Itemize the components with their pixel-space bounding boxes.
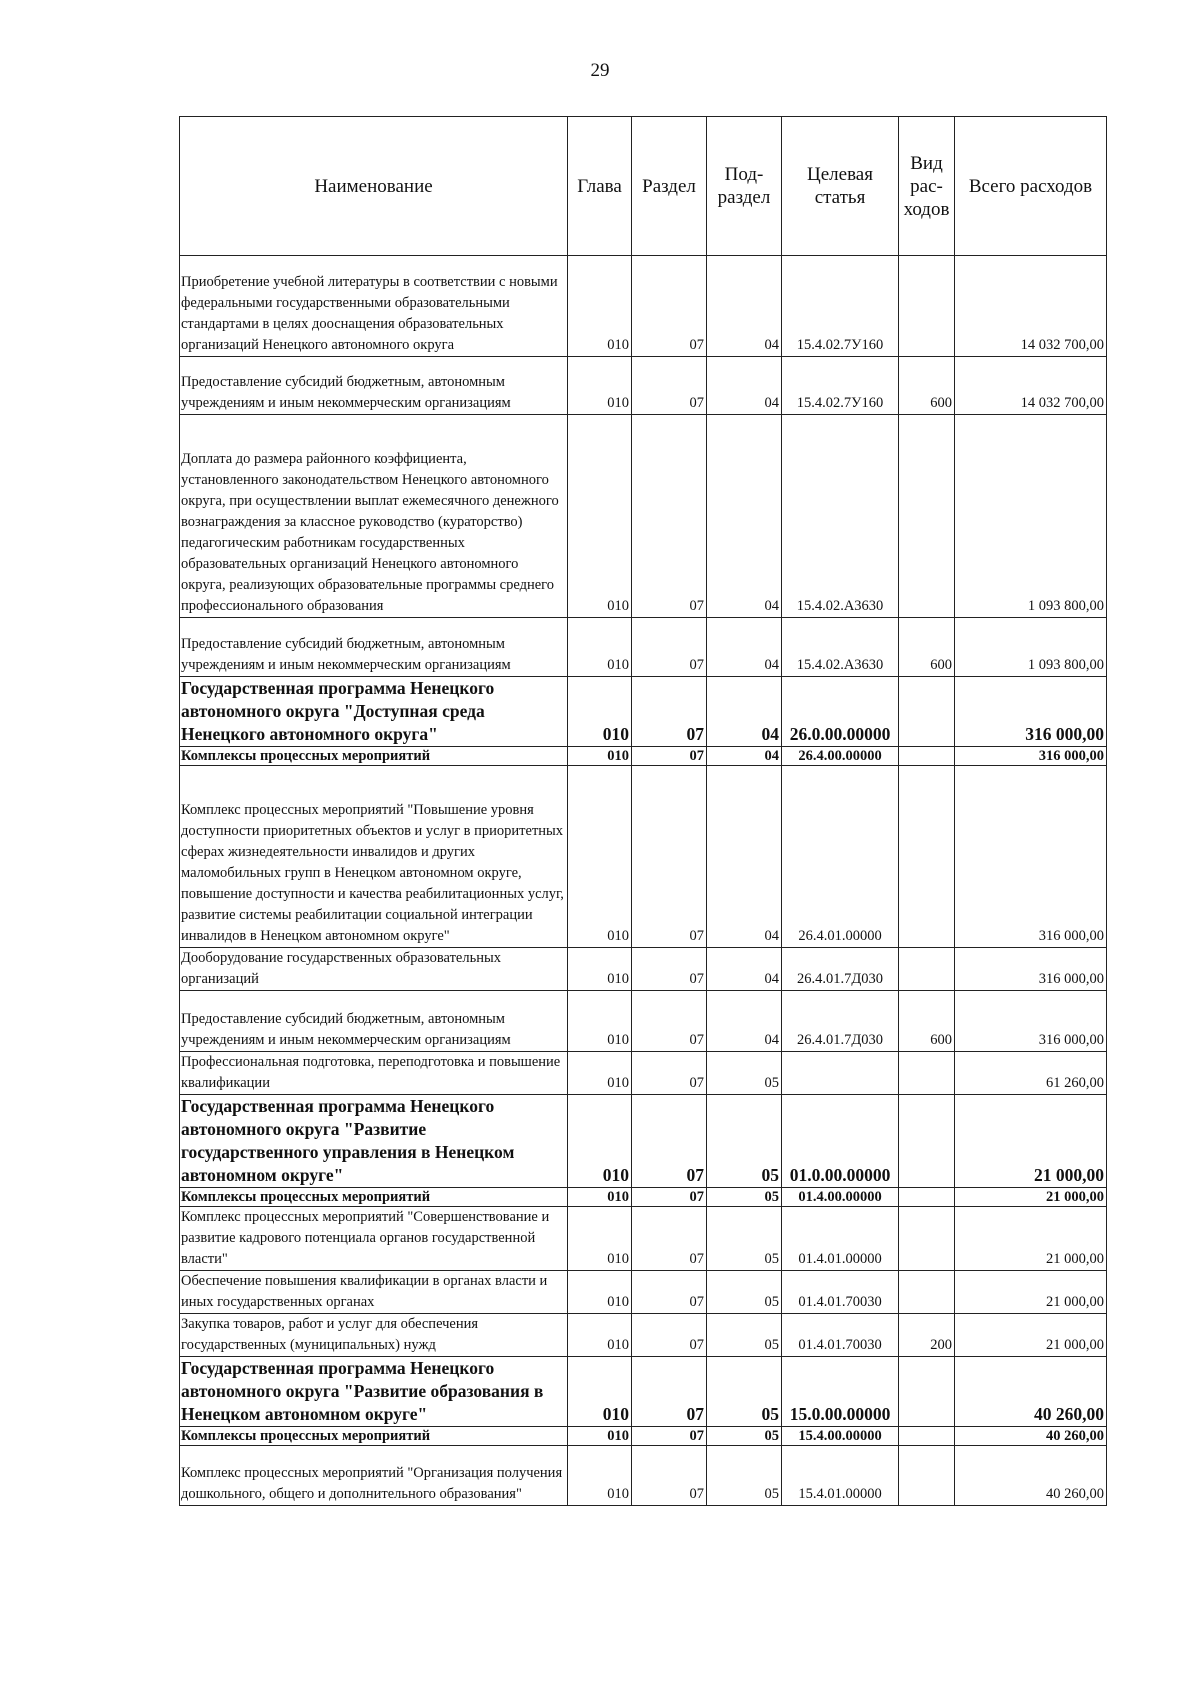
- cell-kind: [899, 256, 955, 357]
- cell-kind: [899, 1427, 955, 1446]
- cell-kind: 600: [899, 618, 955, 677]
- cell-razdel: 07: [632, 1446, 707, 1506]
- cell-razdel: 07: [632, 1052, 707, 1095]
- cell-razdel: 07: [632, 618, 707, 677]
- cell-target: 15.4.02.7У160: [782, 357, 899, 415]
- cell-kind: 600: [899, 357, 955, 415]
- cell-name: Комплекс процессных мероприятий "Повышение уровня доступности приоритетных объектов и услуг в приоритетных сферах жизнедеятельности инвалидов и других маломобильных групп в Ненецком автономном округе, повышение доступности и качества реабилитационных услуг, развитие системы реабилитации социальной интеграции инвалидов в Ненецком автономном округе": [180, 766, 568, 948]
- cell-name: Закупка товаров, работ и услуг для обеспечения государственных (муниципальных) нужд: [180, 1314, 568, 1357]
- cell-podrazdel: 05: [707, 1271, 782, 1314]
- table-header: [180, 117, 1107, 256]
- cell-razdel: 07: [632, 948, 707, 991]
- cell-podrazdel: 05: [707, 1446, 782, 1506]
- header-kind: Вид рас- ходов: [899, 117, 955, 256]
- cell-kind: [899, 1188, 955, 1207]
- table-row: [180, 357, 1107, 415]
- cell-razdel: 07: [632, 1095, 707, 1188]
- cell-glava: 010: [568, 415, 632, 618]
- cell-podrazdel: 05: [707, 1188, 782, 1207]
- cell-total: 40 260,00: [955, 1357, 1107, 1427]
- cell-razdel: 07: [632, 1314, 707, 1357]
- cell-total: 21 000,00: [955, 1207, 1107, 1271]
- cell-podrazdel: 04: [707, 991, 782, 1052]
- table-row: [180, 1446, 1107, 1506]
- cell-razdel: 07: [632, 256, 707, 357]
- cell-kind: [899, 766, 955, 948]
- cell-target: 26.0.00.00000: [782, 677, 899, 747]
- cell-target: 01.4.01.70030: [782, 1314, 899, 1357]
- cell-name: Комплекс процессных мероприятий "Организация получения дошкольного, общего и дополнительного образования": [180, 1446, 568, 1506]
- cell-target: 15.4.01.00000: [782, 1446, 899, 1506]
- cell-total: 316 000,00: [955, 991, 1107, 1052]
- cell-name: Доплата до размера районного коэффициента, установленного законодательством Ненецкого автономного округа, при осуществлении выплат ежемесячного денежного вознаграждения за классное руководство (кураторство) педагогическим работникам государственных образовательных организаций Ненецкого автономного округа, реализующих образовательные программы среднего профессионального образования: [180, 415, 568, 618]
- cell-target: 15.4.02.А3630: [782, 415, 899, 618]
- cell-podrazdel: 04: [707, 618, 782, 677]
- table-row: [180, 415, 1107, 618]
- cell-target: 15.4.00.00000: [782, 1427, 899, 1446]
- cell-kind: [899, 677, 955, 747]
- cell-razdel: 07: [632, 677, 707, 747]
- cell-name: Комплекс процессных мероприятий "Совершенствование и развитие кадрового потенциала органов государственной власти": [180, 1207, 568, 1271]
- cell-kind: [899, 1357, 955, 1427]
- cell-total: 316 000,00: [955, 677, 1107, 747]
- cell-name: Дооборудование государственных образовательных организаций: [180, 948, 568, 991]
- cell-glava: 010: [568, 256, 632, 357]
- table-row: [180, 948, 1107, 991]
- cell-podrazdel: 04: [707, 357, 782, 415]
- table-row: [180, 256, 1107, 357]
- cell-glava: 010: [568, 677, 632, 747]
- cell-podrazdel: 05: [707, 1314, 782, 1357]
- cell-glava: 010: [568, 1207, 632, 1271]
- cell-glava: 010: [568, 1446, 632, 1506]
- cell-glava: 010: [568, 948, 632, 991]
- table-row: [180, 991, 1107, 1052]
- cell-name: Предоставление субсидий бюджетным, автономным учреждениям и иным некоммерческим организациям: [180, 357, 568, 415]
- header-total: Всего расходов: [955, 117, 1107, 256]
- cell-razdel: 07: [632, 1207, 707, 1271]
- cell-target: 26.4.01.7Д030: [782, 948, 899, 991]
- cell-razdel: 07: [632, 766, 707, 948]
- cell-target: 26.4.01.7Д030: [782, 991, 899, 1052]
- cell-name: Комплексы процессных мероприятий: [180, 1427, 568, 1446]
- cell-glava: 010: [568, 1052, 632, 1095]
- cell-glava: 010: [568, 1095, 632, 1188]
- table-row: [180, 1271, 1107, 1314]
- cell-kind: [899, 747, 955, 766]
- cell-total: 316 000,00: [955, 948, 1107, 991]
- cell-kind: [899, 415, 955, 618]
- cell-razdel: 07: [632, 357, 707, 415]
- cell-kind: [899, 1095, 955, 1188]
- cell-razdel: 07: [632, 1357, 707, 1427]
- cell-total: 21 000,00: [955, 1188, 1107, 1207]
- cell-total: 1 093 800,00: [955, 415, 1107, 618]
- table-row: [180, 1207, 1107, 1271]
- table-row: [180, 1427, 1107, 1446]
- cell-razdel: 07: [632, 415, 707, 618]
- cell-podrazdel: 04: [707, 747, 782, 766]
- cell-total: 1 093 800,00: [955, 618, 1107, 677]
- cell-podrazdel: 05: [707, 1357, 782, 1427]
- table-row: [180, 766, 1107, 948]
- cell-total: 14 032 700,00: [955, 357, 1107, 415]
- cell-target: [782, 1052, 899, 1095]
- cell-target: 01.4.01.00000: [782, 1207, 899, 1271]
- table-row: [180, 1314, 1107, 1357]
- cell-total: 21 000,00: [955, 1314, 1107, 1357]
- cell-glava: 010: [568, 357, 632, 415]
- budget-table: [179, 116, 1107, 1506]
- cell-podrazdel: 04: [707, 415, 782, 618]
- cell-glava: 010: [568, 1271, 632, 1314]
- cell-total: 21 000,00: [955, 1271, 1107, 1314]
- cell-total: 21 000,00: [955, 1095, 1107, 1188]
- cell-name: Предоставление субсидий бюджетным, автономным учреждениям и иным некоммерческим организациям: [180, 618, 568, 677]
- cell-target: 26.4.00.00000: [782, 747, 899, 766]
- header-podrazdel: Под- раздел: [707, 117, 782, 256]
- cell-target: 15.4.02.А3630: [782, 618, 899, 677]
- cell-name: Государственная программа Ненецкого автономного округа "Доступная среда Ненецкого автономного округа": [180, 677, 568, 747]
- cell-total: 40 260,00: [955, 1427, 1107, 1446]
- cell-glava: 010: [568, 991, 632, 1052]
- table-row: [180, 1357, 1107, 1427]
- cell-glava: 010: [568, 747, 632, 766]
- cell-name: Государственная программа Ненецкого автономного округа "Развитие образования в Ненецком автономном округе": [180, 1357, 568, 1427]
- cell-name: Предоставление субсидий бюджетным, автономным учреждениям и иным некоммерческим организациям: [180, 991, 568, 1052]
- cell-name: Профессиональная подготовка, переподготовка и повышение квалификации: [180, 1052, 568, 1095]
- cell-podrazdel: 04: [707, 948, 782, 991]
- cell-razdel: 07: [632, 1188, 707, 1207]
- cell-name: Комплексы процессных мероприятий: [180, 1188, 568, 1207]
- cell-kind: [899, 948, 955, 991]
- cell-total: 316 000,00: [955, 747, 1107, 766]
- cell-glava: 010: [568, 618, 632, 677]
- cell-kind: [899, 1446, 955, 1506]
- cell-glava: 010: [568, 1188, 632, 1207]
- cell-target: 26.4.01.00000: [782, 766, 899, 948]
- cell-total: 40 260,00: [955, 1446, 1107, 1506]
- cell-razdel: 07: [632, 991, 707, 1052]
- cell-kind: [899, 1052, 955, 1095]
- table-row: [180, 1095, 1107, 1188]
- cell-razdel: 07: [632, 1427, 707, 1446]
- cell-total: 61 260,00: [955, 1052, 1107, 1095]
- cell-name: Обеспечение повышения квалификации в органах власти и иных государственных органах: [180, 1271, 568, 1314]
- cell-razdel: 07: [632, 1271, 707, 1314]
- header-razdel: Раздел: [632, 117, 707, 256]
- cell-kind: [899, 1271, 955, 1314]
- cell-target: 01.4.01.70030: [782, 1271, 899, 1314]
- table-row: [180, 1188, 1107, 1207]
- table-row: [180, 1052, 1107, 1095]
- cell-podrazdel: 05: [707, 1052, 782, 1095]
- table-row: [180, 677, 1107, 747]
- cell-glava: 010: [568, 1357, 632, 1427]
- cell-podrazdel: 04: [707, 256, 782, 357]
- header-name: Наименование: [180, 117, 568, 256]
- cell-target: 01.0.00.00000: [782, 1095, 899, 1188]
- cell-podrazdel: 04: [707, 677, 782, 747]
- cell-target: 15.4.02.7У160: [782, 256, 899, 357]
- cell-kind: [899, 1207, 955, 1271]
- cell-glava: 010: [568, 1427, 632, 1446]
- header-target: Целевая статья: [782, 117, 899, 256]
- table-row: [180, 618, 1107, 677]
- cell-podrazdel: 04: [707, 766, 782, 948]
- cell-total: 14 032 700,00: [955, 256, 1107, 357]
- cell-podrazdel: 05: [707, 1207, 782, 1271]
- cell-kind: 200: [899, 1314, 955, 1357]
- cell-total: 316 000,00: [955, 766, 1107, 948]
- table-row: [180, 747, 1107, 766]
- cell-glava: 010: [568, 766, 632, 948]
- cell-podrazdel: 05: [707, 1427, 782, 1446]
- cell-name: Приобретение учебной литературы в соответствии с новыми федеральными государственными образовательными стандартами в целях дооснащения образовательных организаций Ненецкого автономного округа: [180, 256, 568, 357]
- cell-target: 15.0.00.00000: [782, 1357, 899, 1427]
- cell-razdel: 07: [632, 747, 707, 766]
- cell-name: Государственная программа Ненецкого автономного округа "Развитие государственного управления в Ненецком автономном округе": [180, 1095, 568, 1188]
- cell-glava: 010: [568, 1314, 632, 1357]
- cell-name: Комплексы процессных мероприятий: [180, 747, 568, 766]
- cell-kind: 600: [899, 991, 955, 1052]
- cell-podrazdel: 05: [707, 1095, 782, 1188]
- cell-target: 01.4.00.00000: [782, 1188, 899, 1207]
- header-glava: Глава: [568, 117, 632, 256]
- table-body: [180, 256, 1107, 1506]
- page-number: 29: [590, 60, 610, 81]
